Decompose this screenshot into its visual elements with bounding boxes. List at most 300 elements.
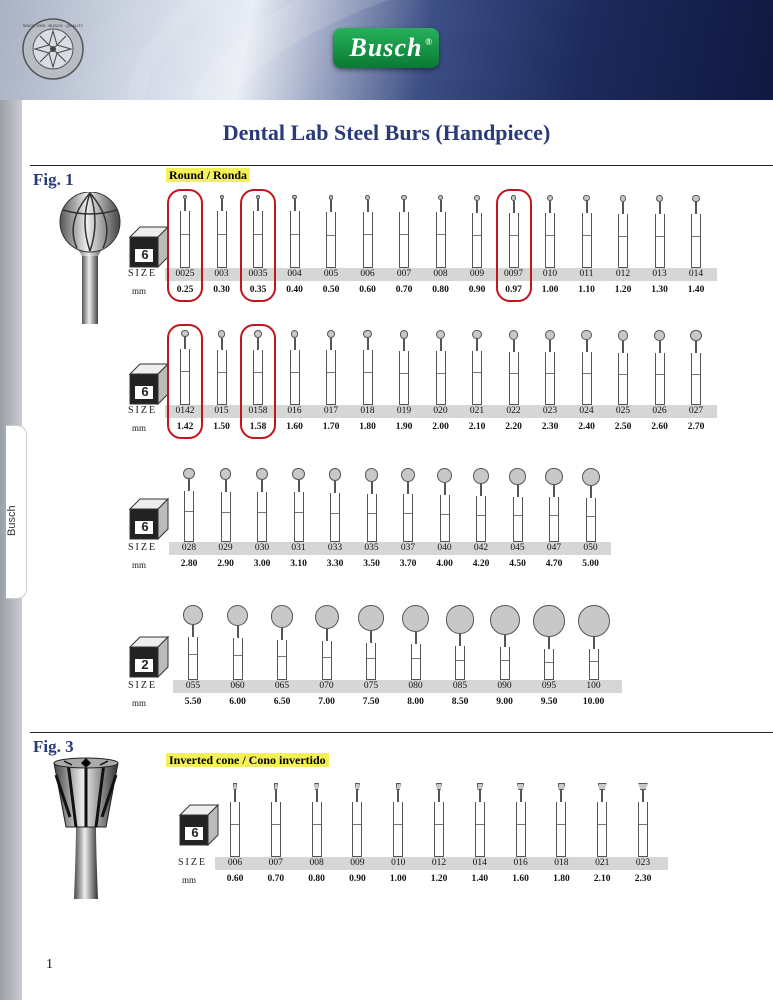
size-value: 004 [287, 269, 302, 279]
size-value: 007 [268, 858, 283, 868]
bur-neck [415, 632, 417, 644]
shank-line [368, 513, 376, 514]
shank-line [323, 657, 331, 658]
bur-shank [597, 802, 607, 857]
mm-value: 3.50 [363, 559, 380, 569]
shank-line [313, 824, 321, 825]
size-value: 040 [437, 543, 452, 553]
bur-shank [217, 211, 227, 268]
bur-head [227, 605, 248, 626]
size-value: 009 [469, 269, 485, 279]
bur-shank [366, 643, 376, 681]
mm-value: 0.70 [395, 285, 413, 295]
mm-value: 2.60 [651, 422, 668, 432]
size-value: 090 [497, 681, 512, 691]
bur-shank [589, 649, 599, 680]
bur-neck [237, 626, 239, 638]
bur-shank [582, 213, 592, 268]
mm-value: 4.50 [509, 559, 526, 569]
size-value: 012 [615, 269, 631, 279]
shank-line [546, 235, 554, 236]
mm-label: mm [132, 560, 147, 570]
mm-value: 1.20 [430, 874, 448, 884]
shank-line [473, 235, 481, 236]
mm-label: mm [132, 698, 147, 708]
bur-neck [560, 790, 562, 802]
mm-value: 2.20 [505, 422, 522, 432]
bur-neck [549, 201, 551, 213]
mm-value: 1.10 [578, 285, 595, 295]
mm-value: 0.30 [213, 285, 230, 295]
size-label: SIZE [128, 542, 158, 553]
bur-head [620, 195, 627, 202]
shank-line [514, 515, 522, 516]
mm-value: 1.80 [553, 874, 570, 884]
mm-value: 1.60 [286, 422, 303, 432]
shank-line [510, 373, 518, 374]
mm-value: 3.70 [399, 559, 417, 569]
registered-mark: ® [425, 37, 433, 47]
logo-text: Busch [349, 33, 423, 62]
bur-shank [230, 802, 240, 857]
bur-neck [225, 480, 227, 492]
highlight-ring [167, 189, 203, 302]
mm-value: 4.20 [472, 559, 490, 569]
shank-line [353, 824, 361, 825]
bur-neck [281, 628, 283, 640]
header-banner [0, 0, 773, 100]
size-value: 0035 [248, 269, 268, 279]
mm-value: 2.30 [634, 874, 652, 884]
bur-neck [438, 790, 440, 802]
bur-neck [622, 202, 624, 214]
bur-shank [436, 212, 446, 268]
size-value: 024 [579, 406, 594, 416]
side-tab[interactable] [6, 425, 27, 599]
mm-value: 7.00 [318, 697, 335, 707]
bur-head [402, 605, 429, 632]
size-value: 015 [214, 406, 229, 416]
bur-neck [334, 481, 336, 493]
bur-head [654, 330, 665, 341]
bur-head [509, 468, 526, 485]
shank-line [394, 824, 402, 825]
size-value: 075 [363, 681, 379, 691]
mm-value: 2.00 [432, 422, 449, 432]
size-value: 022 [506, 406, 521, 416]
mm-value: 0.80 [432, 285, 449, 295]
mm-value: 2.70 [687, 422, 705, 432]
bur-head [473, 468, 489, 484]
bur-neck [221, 199, 223, 211]
bur-head [692, 195, 699, 202]
bur-shank [434, 802, 444, 857]
fig1-shape-title: Round / Ronda [166, 168, 250, 182]
bur-head [220, 468, 232, 480]
mm-value: 1.00 [541, 285, 559, 295]
highlight-ring [240, 324, 276, 439]
bur-neck [444, 483, 446, 495]
shank-line [189, 654, 197, 655]
shank-line [400, 234, 408, 235]
size-value: 014 [688, 269, 704, 279]
busch-logo [333, 28, 439, 68]
shank-line [331, 513, 339, 514]
bur-head [329, 468, 342, 481]
size-value: 010 [542, 269, 558, 279]
shank-line [367, 658, 375, 659]
bur-shank [509, 352, 519, 405]
shank-line [692, 374, 700, 375]
bur-shank [217, 350, 227, 406]
size-value: 010 [391, 858, 406, 868]
size-value: 003 [214, 269, 229, 279]
size-value: 033 [327, 543, 343, 553]
bur-shank [363, 212, 373, 268]
size-value: 095 [541, 681, 557, 691]
shank-line [412, 658, 420, 659]
bur-head [183, 605, 203, 625]
size-value: 0025 [175, 269, 195, 279]
bur-shank [393, 802, 403, 857]
bur-shank [455, 646, 465, 681]
size-label: SIZE [178, 857, 208, 868]
bur-neck [261, 480, 263, 492]
bur-neck [294, 199, 296, 211]
bur-neck [520, 790, 522, 802]
shank-line [656, 236, 664, 237]
package-count: 6 [141, 247, 149, 262]
shank-line [545, 662, 553, 663]
bur-shank [638, 802, 648, 857]
inverted-cone-bur-photo [46, 757, 126, 899]
bur-shank [290, 350, 300, 405]
size-value: 0142 [175, 406, 195, 416]
bur-shank [586, 498, 596, 542]
bur-neck [407, 482, 409, 494]
shank-line [441, 514, 449, 515]
bur-head [315, 605, 339, 629]
mm-value: 9.50 [540, 697, 558, 707]
bur-neck [298, 480, 300, 492]
bur-shank [188, 637, 198, 681]
bur-shank [326, 212, 336, 269]
mm-value: 2.30 [541, 422, 559, 432]
bur-shank [582, 352, 592, 405]
shank-line [619, 374, 627, 375]
bur-shank [475, 802, 485, 857]
mm-value: 8.00 [407, 697, 424, 707]
mm-value: 0.90 [349, 874, 366, 884]
bur-neck [504, 635, 506, 647]
bur-shank [618, 214, 628, 268]
size-value: 027 [688, 406, 704, 416]
bur-neck [294, 338, 296, 350]
size-value: 025 [615, 406, 631, 416]
bur-head [638, 783, 647, 790]
size-value: 050 [583, 543, 598, 553]
bur-head [446, 605, 475, 634]
bur-head [271, 605, 294, 628]
size-value: 018 [360, 406, 375, 416]
bur-shank [516, 802, 526, 857]
bur-neck [459, 634, 461, 646]
side-tab-label: Busch [6, 505, 18, 536]
bur-head [365, 468, 379, 482]
mm-value: 6.00 [229, 697, 246, 707]
shank-line [404, 513, 412, 514]
mm-value: 2.50 [614, 422, 632, 432]
mm-value: 10.00 [582, 697, 605, 707]
mm-value: 1.70 [322, 422, 340, 432]
shank-line [185, 511, 193, 512]
mm-value: 7.50 [362, 697, 380, 707]
bur-neck [403, 339, 405, 351]
mm-value: 9.00 [496, 697, 513, 707]
size-value: 0158 [248, 406, 268, 416]
size-value: 100 [586, 681, 601, 691]
size-value: 023 [542, 406, 558, 416]
size-value: 065 [274, 681, 290, 691]
shank-line [291, 234, 299, 235]
bur-head [472, 330, 481, 339]
shank-line [583, 235, 591, 236]
bur-neck [330, 338, 332, 350]
bur-shank [500, 647, 510, 680]
mm-value: 2.80 [180, 559, 198, 569]
bur-neck [513, 340, 515, 352]
page-number: 1 [46, 957, 53, 972]
bur-shank [545, 213, 555, 268]
size-value: 012 [431, 858, 447, 868]
shank-line [639, 824, 647, 825]
shank-line [327, 235, 335, 236]
size-value: 013 [652, 269, 667, 279]
highlight-ring [496, 189, 532, 302]
size-value: 006 [227, 858, 243, 868]
bur-shank [545, 352, 555, 405]
size-value: 018 [554, 858, 569, 868]
bur-shank [403, 494, 413, 542]
bur-neck [403, 200, 405, 212]
mm-value: 2.10 [593, 874, 611, 884]
bur-head [355, 783, 360, 790]
bur-shank [436, 351, 446, 405]
bur-shank [556, 802, 566, 857]
shank-line [364, 372, 372, 373]
bur-neck [188, 479, 190, 491]
bur-head [509, 330, 519, 340]
bur-head [256, 468, 268, 480]
mm-value: 5.50 [184, 697, 202, 707]
bur-shank [655, 214, 665, 268]
bur-head [401, 468, 415, 482]
shank-line [278, 656, 286, 657]
shank-line [456, 660, 464, 661]
mm-value: 0.90 [468, 285, 486, 295]
shank-line [598, 824, 606, 825]
bur-neck [590, 486, 592, 498]
mm-value: 1.80 [359, 422, 376, 432]
mm-value: 0.25 [176, 285, 194, 295]
bur-neck [476, 339, 478, 351]
bur-shank [294, 492, 304, 542]
mm-value: 1.50 [213, 422, 230, 432]
bur-neck [479, 790, 481, 802]
mm-label: mm [132, 286, 147, 296]
bur-neck [480, 484, 482, 496]
mm-value: 4.70 [545, 559, 563, 569]
bur-head [400, 330, 409, 339]
bur-shank [440, 495, 450, 542]
bur-shank [655, 353, 665, 405]
mm-value: 3.30 [326, 559, 344, 569]
size-value: 008 [309, 858, 324, 868]
fig3-label: Fig. 3 [33, 737, 74, 756]
mm-value: 0.80 [308, 874, 325, 884]
shank-line [550, 515, 558, 516]
size-value: 037 [400, 543, 416, 553]
size-value: 021 [469, 406, 485, 416]
bur-neck [330, 200, 332, 212]
size-value: 011 [579, 269, 594, 279]
bur-neck [275, 790, 277, 802]
mm-value: 1.58 [249, 422, 267, 432]
size-value: 031 [291, 543, 306, 553]
shank-line [218, 234, 226, 235]
shank-line [272, 824, 280, 825]
mm-value: 2.10 [468, 422, 486, 432]
bur-shank [472, 351, 482, 405]
bur-shank [330, 493, 340, 542]
bur-shank [411, 644, 421, 680]
mm-value: 1.42 [176, 422, 194, 432]
bur-head [656, 195, 663, 202]
shank-line [692, 236, 700, 237]
bur-head [618, 330, 629, 341]
mm-value: 0.35 [249, 285, 267, 295]
mm-value: 2.40 [578, 422, 595, 432]
size-value: 085 [452, 681, 468, 691]
bur-head [558, 783, 566, 790]
bur-neck [695, 202, 697, 214]
bur-neck [695, 341, 697, 353]
mm-value: 3.10 [290, 559, 307, 569]
bur-neck [622, 341, 624, 353]
bur-head [545, 330, 555, 340]
mm-value: 0.97 [505, 285, 522, 295]
mm-value: 1.90 [395, 422, 413, 432]
shank-line [501, 660, 509, 661]
bur-neck [586, 340, 588, 352]
size-value: 070 [319, 681, 334, 691]
size-value: 028 [181, 543, 197, 553]
mm-value: 0.70 [267, 874, 285, 884]
page-title: Dental Lab Steel Burs (Handpiece) [222, 120, 551, 145]
bur-head [533, 605, 565, 637]
size-value: 042 [473, 543, 489, 553]
size-value: 021 [595, 858, 610, 868]
size-value: 020 [433, 406, 448, 416]
shank-line [437, 234, 445, 235]
quality-seal-icon [22, 18, 84, 80]
size-value: 008 [433, 269, 448, 279]
highlight-ring [167, 324, 203, 439]
bur-neck [234, 790, 236, 802]
mm-value: 1.00 [389, 874, 407, 884]
bur-neck [476, 201, 478, 213]
mm-value: 0.60 [226, 874, 244, 884]
bur-head [292, 468, 304, 480]
mm-value: 3.00 [253, 559, 271, 569]
bur-shank [257, 492, 267, 542]
shank-line [557, 824, 565, 825]
bur-head [314, 783, 319, 790]
bur-head [581, 330, 591, 340]
shank-line [258, 512, 266, 513]
size-value: 026 [652, 406, 667, 416]
bur-shank [476, 496, 486, 542]
bur-shank [271, 802, 281, 857]
bur-head [582, 468, 600, 486]
size-value: 005 [323, 269, 339, 279]
fig3-shape-title: Inverted cone / Cono invertido [166, 753, 329, 767]
size-value: 029 [218, 543, 233, 553]
mm-value: 5.00 [582, 559, 599, 569]
bur-neck [586, 201, 588, 213]
bur-head [233, 783, 237, 790]
bur-shank [184, 491, 194, 542]
bur-neck [326, 629, 328, 641]
bur-shank [352, 802, 362, 857]
package-count: 6 [191, 825, 199, 840]
shank-line [583, 373, 591, 374]
bur-shank [472, 213, 482, 268]
shank-line [587, 516, 595, 517]
bur-neck [549, 340, 551, 352]
size-label: SIZE [128, 405, 158, 416]
shank-line [295, 512, 303, 513]
bur-head [578, 605, 610, 637]
shank-line [590, 661, 598, 662]
bur-neck [440, 339, 442, 351]
mm-value: 0.50 [322, 285, 340, 295]
shank-line [231, 824, 239, 825]
bur-head [490, 605, 520, 635]
bur-head [545, 468, 562, 485]
bur-head [218, 330, 226, 338]
size-value: 047 [546, 543, 562, 553]
bur-head [437, 468, 452, 483]
bur-neck [221, 338, 223, 350]
shank-line [218, 372, 226, 373]
mm-value: 1.40 [471, 874, 489, 884]
bur-head [517, 783, 524, 790]
bur-neck [593, 637, 595, 649]
bur-shank [544, 649, 554, 681]
shank-line [517, 824, 525, 825]
bur-neck [192, 625, 194, 637]
divider [30, 732, 773, 733]
bur-head [327, 330, 335, 338]
bur-neck [370, 631, 372, 643]
size-value: 019 [396, 406, 412, 416]
bur-neck [642, 790, 644, 802]
shank-line [222, 512, 230, 513]
bur-shank [399, 212, 409, 268]
size-value: 055 [185, 681, 201, 691]
bur-neck [659, 202, 661, 214]
